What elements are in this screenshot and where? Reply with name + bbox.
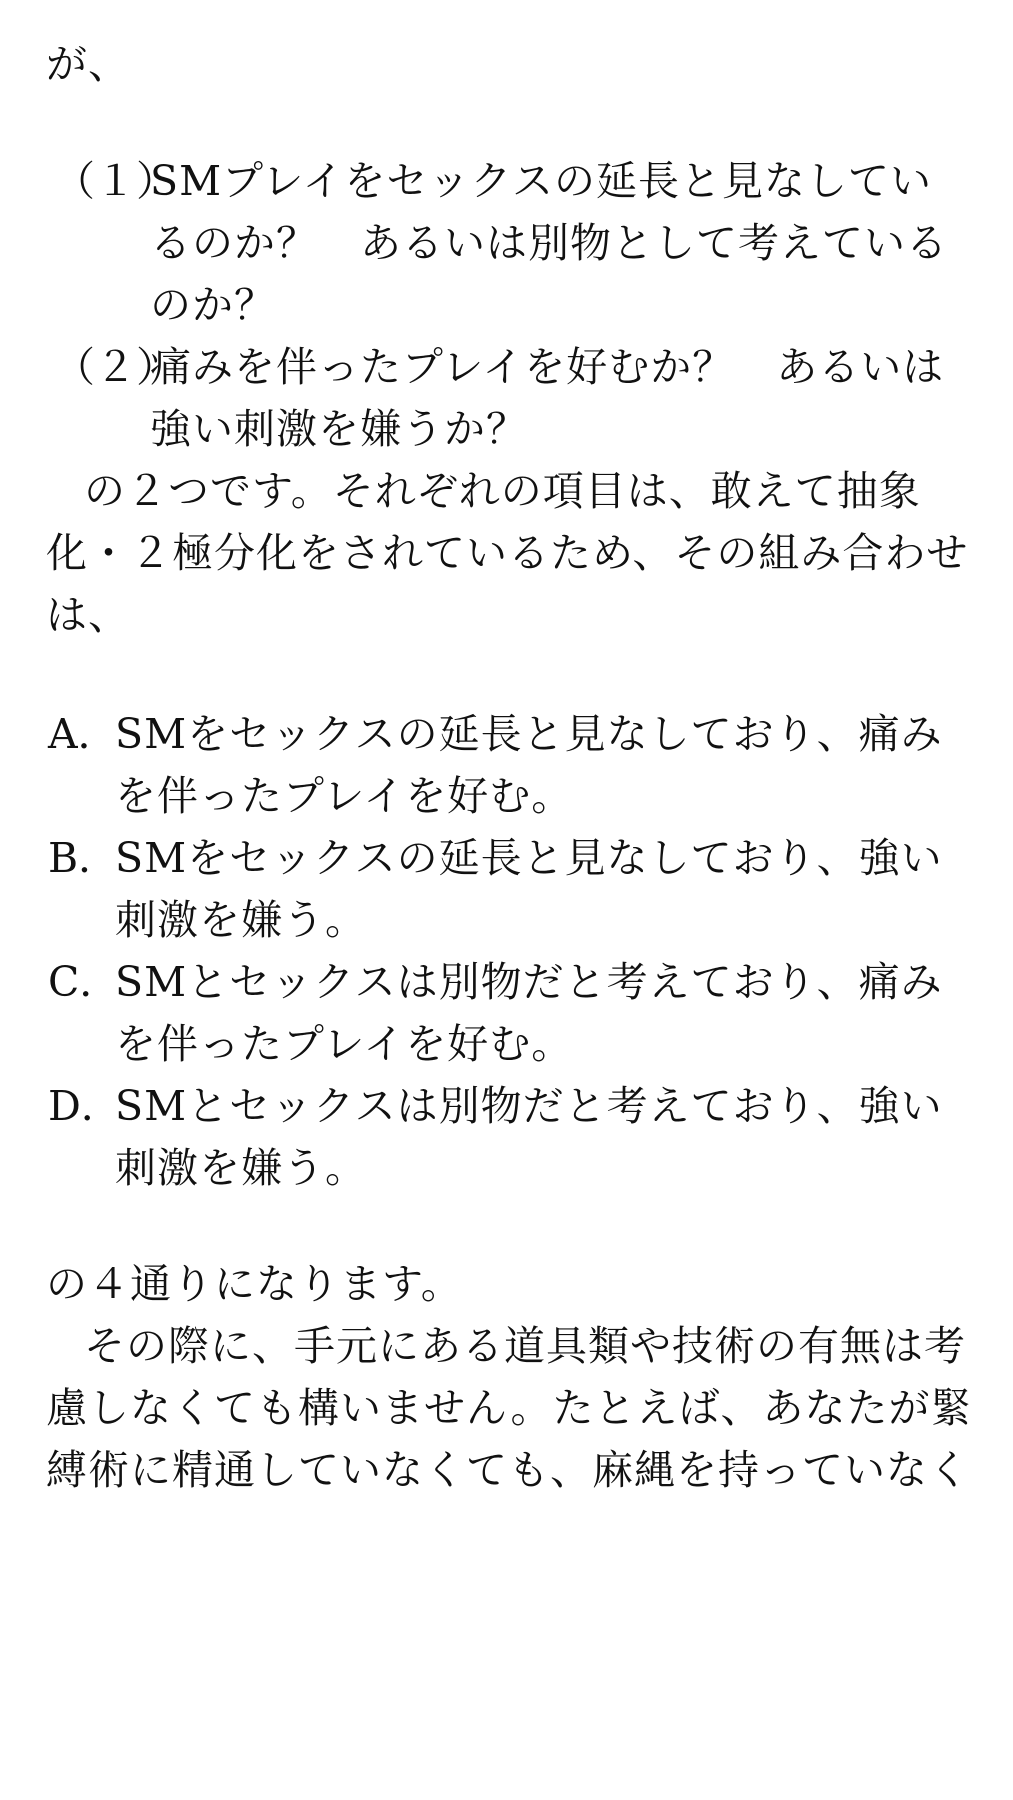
option-d-line-1: SMとセックスは別物だと考えており、強い bbox=[115, 1082, 943, 1130]
question-2-marker: （２） bbox=[54, 343, 177, 391]
option-d-marker: D． bbox=[48, 1082, 122, 1130]
summary-line-1: の２つです。それぞれの項目は、敢えて抽象 bbox=[84, 467, 921, 515]
option-a-line-2: を伴ったプレイを好む。 bbox=[115, 772, 574, 820]
option-a-line-1: SMをセックスの延長と見なしており、痛み bbox=[115, 710, 943, 758]
option-b-line-1: SMをセックスの延長と見なしており、強い bbox=[115, 834, 943, 882]
question-1-line-2: るのか？ あるいは別物として考えている bbox=[150, 219, 948, 267]
option-b-marker: B． bbox=[48, 834, 120, 882]
question-2-line-2: 強い刺激を嫌うか？ bbox=[150, 405, 528, 453]
closing-line-3: 慮しなくても構いません。たとえば、あなたが緊 bbox=[46, 1384, 973, 1432]
question-2-line-1: 痛みを伴ったプレイを好むか？ あるいは bbox=[150, 343, 945, 391]
option-a-marker: A． bbox=[48, 710, 119, 758]
closing-line-1: の４通りになります。 bbox=[46, 1260, 463, 1308]
option-c-line-2: を伴ったプレイを好む。 bbox=[115, 1020, 574, 1068]
opening-text: が、 bbox=[46, 40, 130, 88]
question-1-line-3: のか？ bbox=[150, 281, 276, 329]
summary-line-3: は、 bbox=[46, 591, 130, 639]
summary-line-2: 化・２極分化をされているため、その組み合わせ bbox=[46, 529, 969, 577]
question-1-line-1: SMプレイをセックスの延長と見なしてい bbox=[150, 157, 932, 205]
option-c-marker: C． bbox=[48, 958, 121, 1006]
option-d-line-2: 刺激を嫌う。 bbox=[115, 1144, 367, 1192]
question-1-marker: （１） bbox=[54, 157, 177, 205]
closing-line-2: その際に、手元にある道具類や技術の有無は考 bbox=[84, 1322, 966, 1370]
closing-line-4: 縛術に精通していなくても、麻縄を持っていなく bbox=[46, 1446, 970, 1494]
option-c-line-1: SMとセックスは別物だと考えており、痛み bbox=[115, 958, 943, 1006]
option-b-line-2: 刺激を嫌う。 bbox=[115, 896, 367, 944]
